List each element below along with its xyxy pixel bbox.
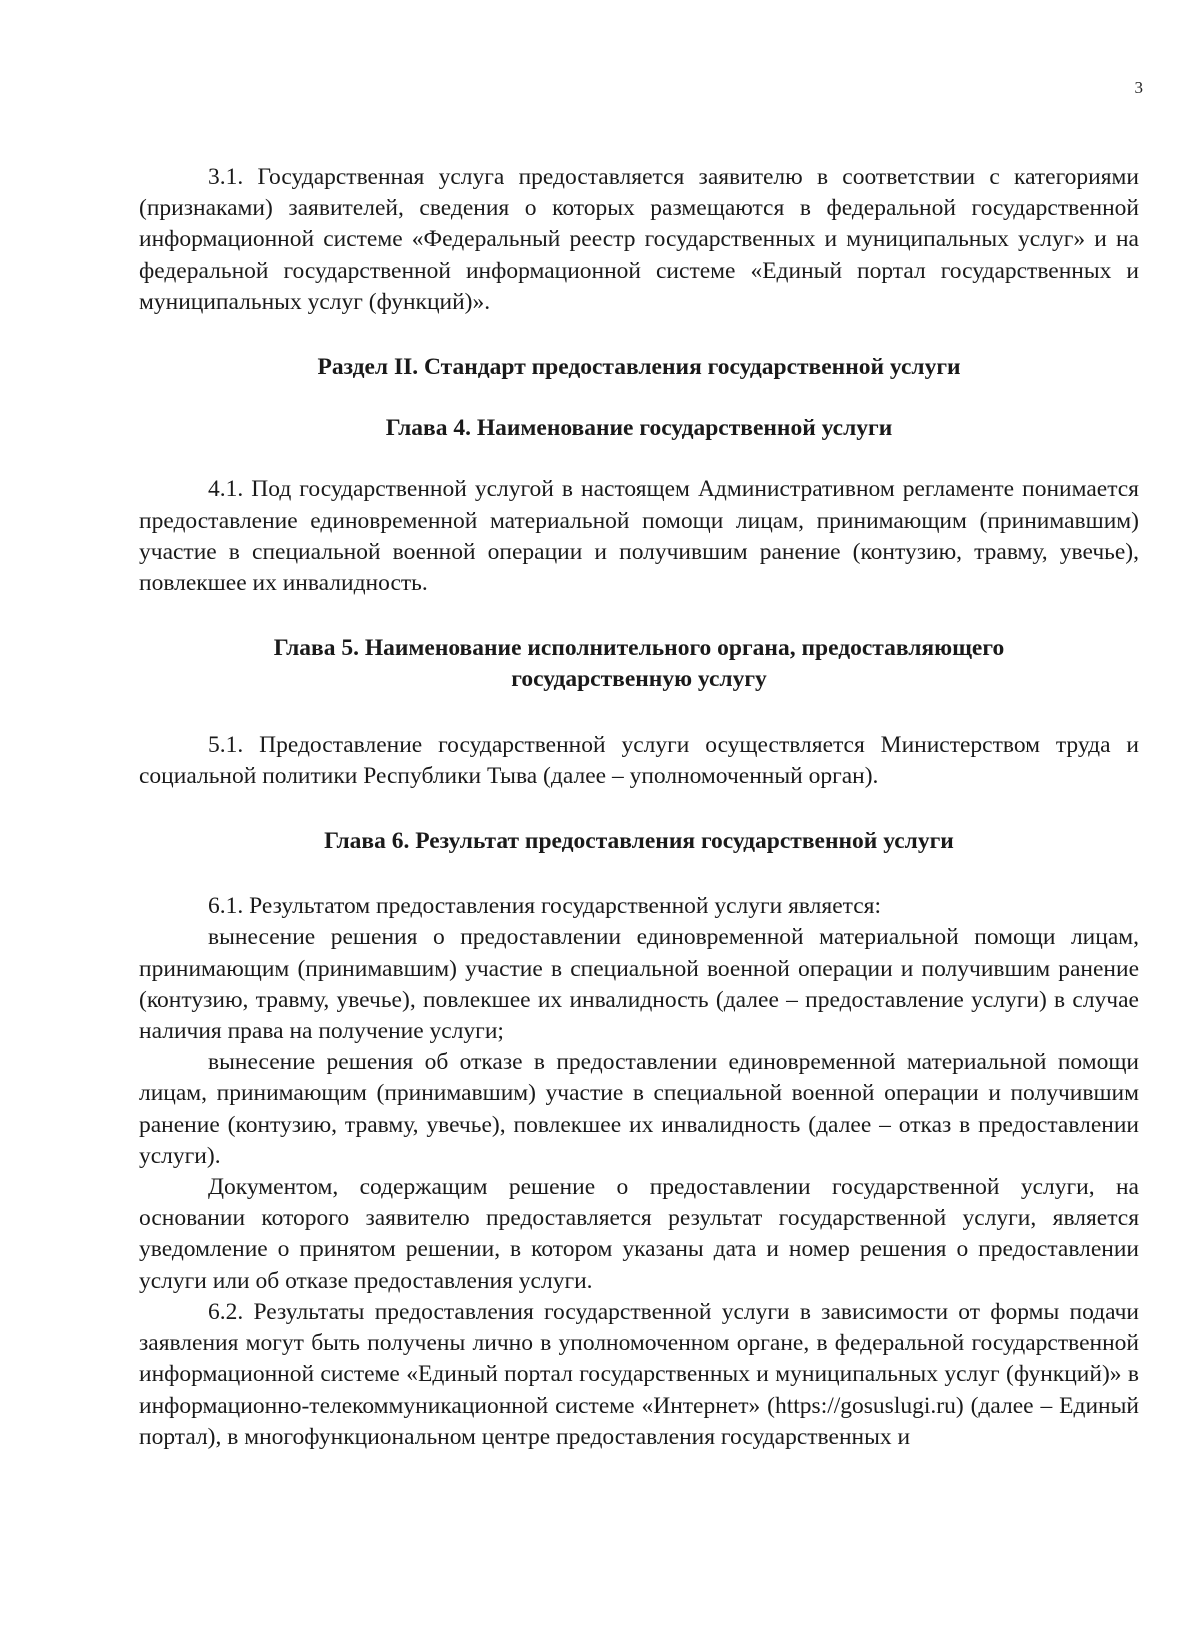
- paragraph-6-1: 6.1. Результатом предоставления государственной услуги является:: [208, 893, 881, 920]
- paragraph-5-1: 5.1. Предоставление государственной услуги осуществляется Министерством труда и социальной политики Республики Тыва (далее – уполномоченный орган).: [139, 731, 1139, 789]
- chapter-heading-5: Глава 5. Наименование исполнительного органа, предоставляющего государственную услугу: [273, 635, 1005, 693]
- paragraph-3-1: 3.1. Государственная услуга предоставляется заявителю в соответствии с категориями (признаками) заявителей, сведения о которых размещаются в федеральной государственной информационной системе «Федеральный реестр государственных и муниципальных услуг» и на федеральной государственной информационной системе «Единый портал государственных и муниципальных услуг (функций)».: [139, 164, 1139, 315]
- page-number: 3: [1134, 78, 1143, 97]
- paragraph-6-2: 6.2. Результаты предоставления государственной услуги в зависимости от формы подачи заявления могут быть получены лично в уполномоченном органе, в федеральной государственной информационной системе «Единый портал государственных и муниципальных услуг (функций)» в информационно-телекоммуникационной системе «Интернет» (https://gosuslugi.ru) (далее – Единый портал), в многофункциональном центре предоставления государственных и: [139, 1298, 1139, 1450]
- chapter-heading-4: Глава 4. Наименование государственной услуги: [385, 415, 893, 442]
- paragraph-6-1-decision: вынесение решения о предоставлении единовременной материальной помощи лицам, принимающим (принимавшим) участие в специальной военной операции и получившим ранение (контузию, травму, увечье), повлекшее их инвалидность (далее – предоставление услуги) в случае наличия права на получение услуги;: [139, 924, 1139, 1045]
- paragraph-4-1: 4.1. Под государственной услугой в настоящем Административном регламенте понимается предоставление единовременной материальной помощи лицам, принимающим (принимавшим) участие в специальной военной операции и получившим ранение (контузию, травму, увечье), повлекшее их инвалидность.: [139, 476, 1139, 597]
- paragraph-6-1-refusal: вынесение решения об отказе в предоставлении единовременной материальной помощи лицам, принимающим (принимавшим) участие в специальной военной операции и получившим ранение (контузию, травму, увечье), повлекшее их инвалидность (далее – отказ в предоставлении услуги).: [139, 1049, 1139, 1169]
- document-body: [139, 162, 1139, 1453]
- paragraph-6-1-document: Документом, содержащим решение о предоставлении государственной услуги, на основании которого заявителю предоставляется результат государственной услуги, является уведомление о принятом решении, в котором указаны дата и номер решения о предоставлении услуги или об отказе предоставления услуги.: [139, 1174, 1139, 1294]
- section-heading-2: Раздел II. Стандарт предоставления государственной услуги: [317, 354, 961, 381]
- chapter-heading-6: Глава 6. Результат предоставления государственной услуги: [324, 828, 954, 855]
